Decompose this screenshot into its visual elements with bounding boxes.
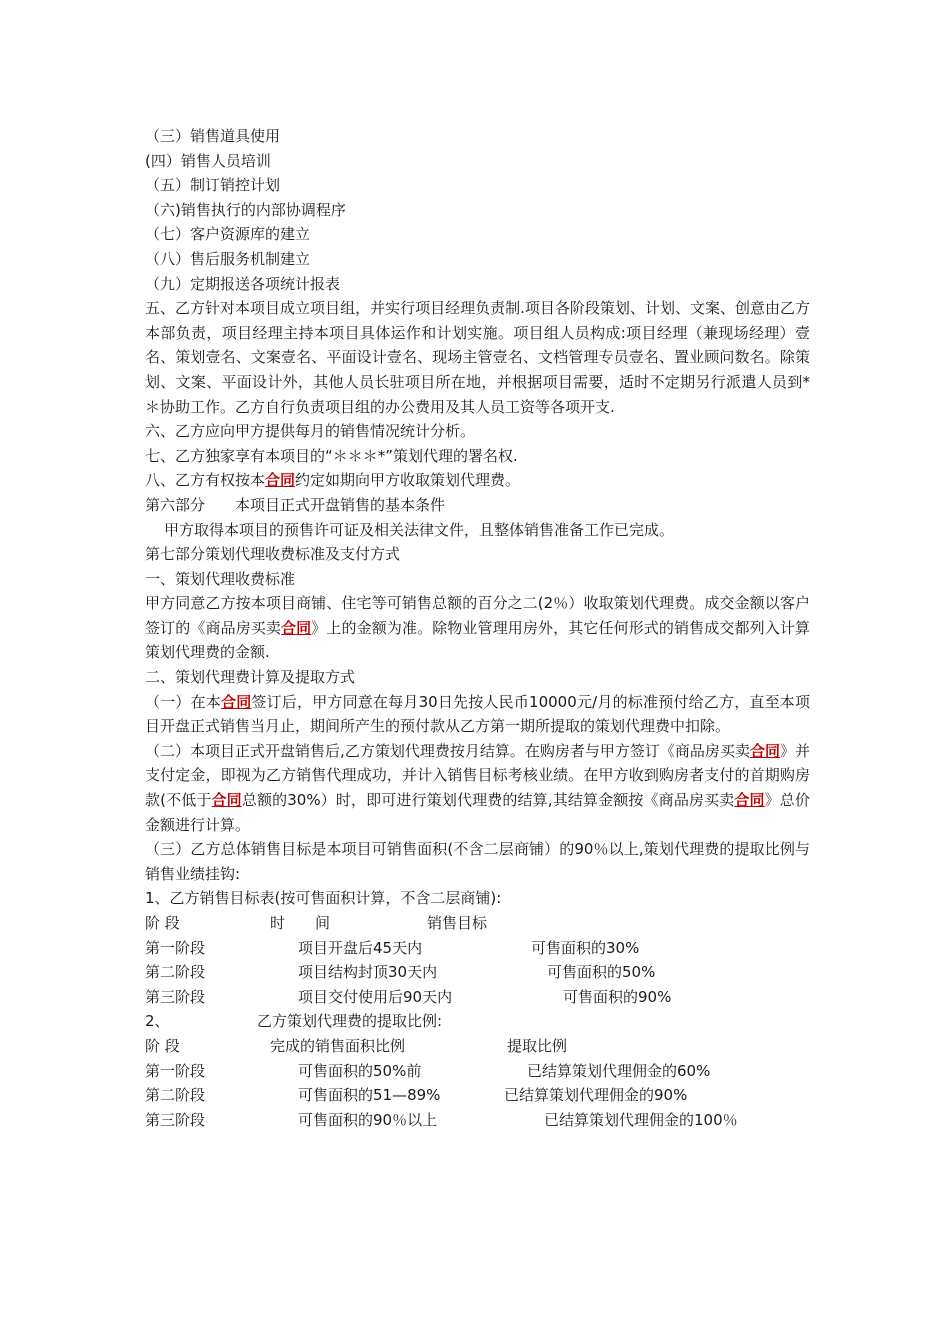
contract-link[interactable]: 合同 xyxy=(265,471,296,490)
table-cell: 第二阶段 xyxy=(145,963,206,982)
table-header-cell: 时 间 xyxy=(270,914,331,932)
table-2-title xyxy=(145,1009,810,1034)
fee-clause-1 xyxy=(145,690,810,739)
table-cell: 项目开盘后45天内 xyxy=(298,938,423,957)
table-cell: 可售面积的90％以上 xyxy=(298,1110,438,1129)
table-row xyxy=(145,936,810,961)
document-body xyxy=(145,124,810,1132)
table-cell: 已结算策划代理佣金的60% xyxy=(527,1061,711,1080)
paragraph-text: 》上的金额为准。除物业管理用房外，其它任何形式的销售成交都列入计算策划代理费的金额. xyxy=(145,618,810,662)
table-cell: 已结算策划代理佣金的90% xyxy=(504,1086,688,1105)
paragraph-text: 总额的30%）时，即可进行策划代理费的结算,其结算金额按《商品房买卖 xyxy=(241,791,735,810)
table-cell: 第三阶段 xyxy=(145,1110,206,1129)
table-row xyxy=(145,1108,810,1133)
clause-7: 七、乙方独家享有本项目的“＊＊＊*”策划代理的署名权. xyxy=(145,446,518,465)
fee-clause-3: （三）乙方总体销售目标是本项目可销售面积(不含二层商铺）的90％以上,策划代理费的提取比例与销售业绩挂钩: xyxy=(145,840,810,883)
table-row xyxy=(145,985,810,1010)
table-cell: 第一阶段 xyxy=(145,1061,206,1080)
contract-link[interactable]: 合同 xyxy=(281,618,312,637)
table-row xyxy=(145,1059,810,1084)
table-2-header xyxy=(145,1034,810,1059)
fee-standard-paragraph xyxy=(145,591,810,665)
table-cell: 可售面积的50%前 xyxy=(298,1061,422,1080)
fee-clause-2 xyxy=(145,739,810,837)
subsection-heading: 二、策划代理费计算及提取方式 xyxy=(145,668,356,687)
table-header-cell: 阶 段 xyxy=(145,914,180,932)
contract-link[interactable]: 合同 xyxy=(221,692,252,711)
table-cell: 已结算策划代理佣金的100％ xyxy=(544,1110,738,1129)
table-cell: 可售面积的30% xyxy=(531,938,640,957)
list-item: （七）客户资源库的建立 xyxy=(145,225,311,244)
paragraph-text: 甲方同意乙方按本项目商铺、住宅等可销售总额的百分之二(2％）收取策划代理费。成交金额以客户签订的《商品房买卖 xyxy=(145,594,810,637)
clause-6: 六、乙方应向甲方提供每月的销售情况统计分析。 xyxy=(145,422,476,441)
list-item: （九）定期报送各项统计报表 xyxy=(145,274,341,293)
table-cell: 项目结构封顶30天内 xyxy=(298,963,438,982)
list-item: （八）售后服务机制建立 xyxy=(145,249,311,268)
paragraph-text: 》总价金额进行计算。 xyxy=(145,791,810,834)
table-1-header xyxy=(145,911,810,936)
table-cell: 可售面积的50% xyxy=(547,963,656,982)
contract-link[interactable]: 合同 xyxy=(749,741,780,760)
list-item: (四）销售人员培训 xyxy=(145,151,271,170)
table-1-title: 1、乙方销售目标表(按可售面积计算，不含二层商铺): xyxy=(145,889,502,908)
contract-link[interactable]: 合同 xyxy=(734,791,765,810)
table-row xyxy=(145,960,810,985)
clause-8-text: 八、乙方有权按本 xyxy=(145,471,266,490)
table-header-cell: 销售目标 xyxy=(427,914,488,932)
paragraph-text: 签订后，甲方同意在每月30日先按人民币10000元/月的标准预付给乙方，直至本项目开盘正式销售当月止，期间所产生的预付款从乙方第一期所提取的策划代理费中扣除。 xyxy=(145,692,810,736)
list-item: （六)销售执行的内部协调程序 xyxy=(145,200,346,219)
table-cell: 项目交付使用后90天内 xyxy=(298,987,453,1006)
paragraph-text: （二）本项目正式开盘销售后,乙方策划代理费按月结算。在购房者与甲方签订《商品房买卖 xyxy=(145,741,750,760)
section-heading-part-6: 第六部分 本项目正式开盘销售的基本条件 xyxy=(145,495,446,514)
paragraph-text: （一）在本 xyxy=(145,692,221,711)
section-heading-part-7: 第七部分策划代理收费标准及支付方式 xyxy=(145,545,401,564)
subsection-heading: 一、策划代理收费标准 xyxy=(145,569,296,588)
paragraph-text: 》并支付定金，即视为乙方销售代理成功，并计入销售目标考核业绩。在甲方收到购房者支付的首期购房款(不低于 xyxy=(145,741,810,810)
table-row xyxy=(145,1083,810,1108)
table-cell: 可售面积的51—89% xyxy=(298,1086,441,1105)
part-6-body: 甲方取得本项目的预售许可证及相关法律文件，且整体销售准备工作已完成。 xyxy=(164,520,675,539)
table-header-cell: 完成的销售面积比例 xyxy=(270,1036,406,1055)
table-cell: 可售面积的90% xyxy=(563,987,672,1006)
table-cell: 第二阶段 xyxy=(145,1086,206,1105)
table-header-cell: 提取比例 xyxy=(507,1036,568,1055)
table-cell: 第一阶段 xyxy=(145,938,206,957)
list-item: （三）销售道具使用 xyxy=(145,127,281,145)
table-cell: 第三阶段 xyxy=(145,987,206,1006)
table-header-cell: 阶 段 xyxy=(145,1036,180,1055)
clause-8 xyxy=(145,468,810,493)
table-2-number: 2、 xyxy=(145,1012,170,1031)
table-2-title-text: 乙方策划代理费的提取比例: xyxy=(257,1012,443,1031)
clause-5: 五、乙方针对本项目成立项目组，并实行项目经理负责制.项目各阶段策划、计划、文案、创意由乙方本部负责，项目经理主持本项目具体运作和计划实施。项目组人员构成:项目经理（兼现场经理）壹名、策划壹名、文案壹名、平面设计壹名、现场主管壹名、文档管理专员壹名、置业顾问数名。除策划、文案、平面设计外，其他人员长驻项目所在地，并根据项目需要，适时不定期另行派遣人员到*＊协助工作。乙方自行负责项目组的办公费用及其人员工资等各项开支. xyxy=(145,299,810,416)
clause-8-text: 约定如期向甲方收取策划代理费。 xyxy=(295,471,521,490)
list-item: （五）制订销控计划 xyxy=(145,176,281,195)
contract-link[interactable]: 合同 xyxy=(211,791,242,810)
